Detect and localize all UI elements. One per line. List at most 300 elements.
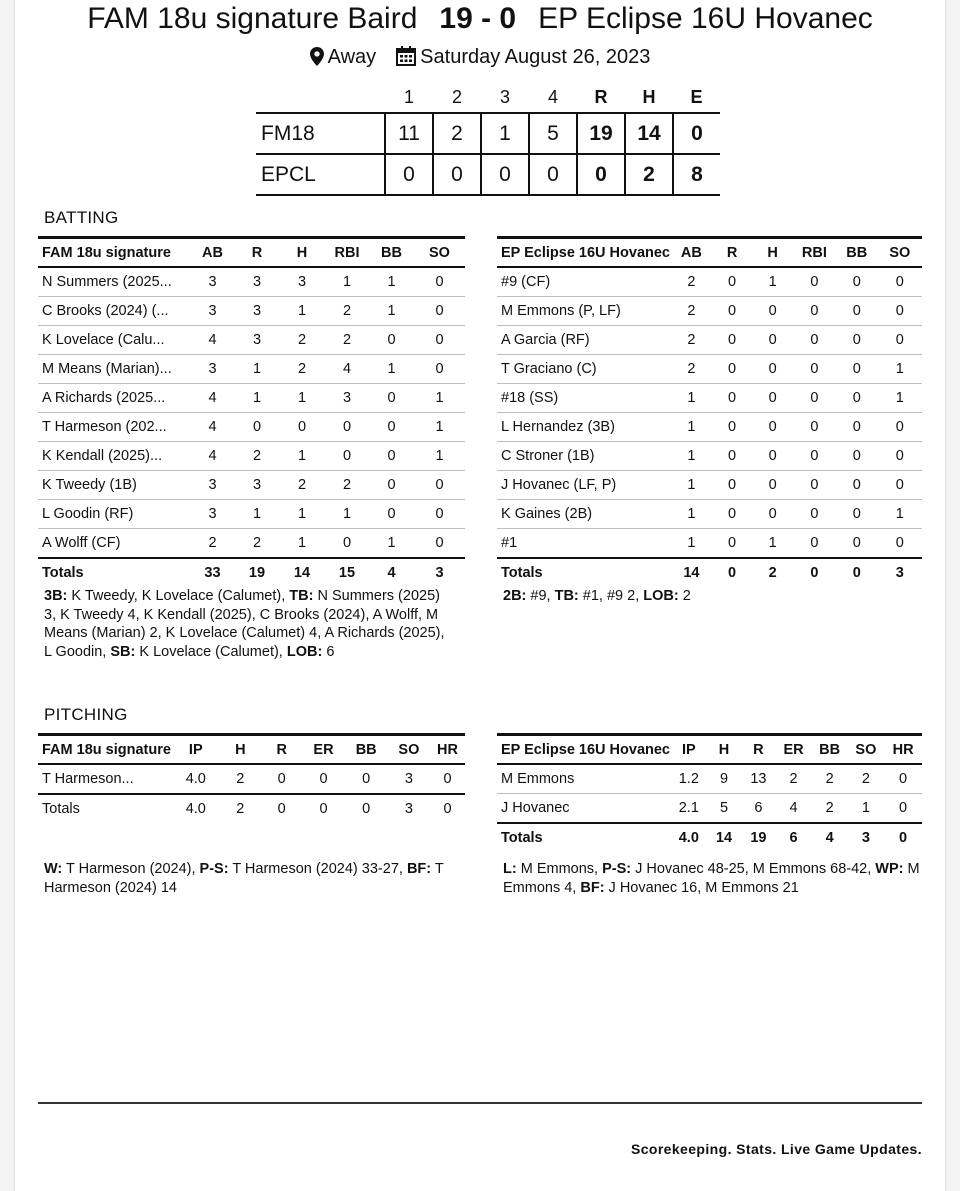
table-row: [38, 529, 465, 559]
totals-cell: 14: [707, 823, 742, 852]
stat-cell: 1: [878, 500, 922, 529]
table-header-row: [38, 735, 465, 765]
stat-column-header: H: [220, 735, 261, 765]
stat-cell: 2: [671, 355, 712, 384]
page-title: [0, 2, 960, 36]
stat-cell: 0: [430, 764, 465, 794]
stat-cell: 0: [836, 500, 878, 529]
player-name: T Harmeson...: [38, 764, 172, 794]
stat-cell: 1: [235, 500, 279, 529]
stat-cell: 0: [793, 442, 836, 471]
stat-cell: 1: [878, 384, 922, 413]
linescore-col: 3: [499, 86, 510, 107]
stat-cell: 0: [752, 500, 793, 529]
totals-cell: 2: [752, 558, 793, 587]
linescore-team: FM18: [256, 113, 385, 154]
stat-cell: 0: [712, 442, 753, 471]
table-row: [38, 471, 465, 500]
stat-cell: 0: [793, 529, 836, 559]
stat-cell: 1: [325, 500, 369, 529]
stat-column-header: SO: [414, 238, 465, 268]
stat-cell: 0: [878, 413, 922, 442]
linescore-inning: 0: [481, 154, 529, 195]
table-row: [38, 442, 465, 471]
player-name: #1: [497, 529, 671, 559]
totals-label: Totals: [38, 558, 190, 587]
stat-column-header: H: [707, 735, 742, 765]
totals-cell: 6: [775, 823, 811, 852]
table-row: [497, 764, 922, 794]
stat-cell: 2: [279, 355, 325, 384]
stat-cell: 0: [325, 442, 369, 471]
player-name: L Hernandez (3B): [497, 413, 671, 442]
stat-cell: 0: [752, 442, 793, 471]
stat-cell: 2: [235, 442, 279, 471]
stat-cell: 2: [812, 794, 848, 824]
stat-cell: 4: [775, 794, 811, 824]
stat-cell: 2: [671, 267, 712, 297]
stat-cell: 3: [279, 267, 325, 297]
table-row: [497, 413, 922, 442]
table-row: [38, 326, 465, 355]
stat-cell: 0: [752, 326, 793, 355]
stat-cell: 1: [369, 297, 414, 326]
stat-column-header: R: [712, 238, 753, 268]
player-name: A Wolff (CF): [38, 529, 190, 559]
stat-cell: 0: [712, 384, 753, 413]
stat-cell: 1: [235, 384, 279, 413]
stat-cell: 1: [279, 500, 325, 529]
linescore-col: H: [642, 86, 656, 107]
totals-label: Totals: [38, 794, 172, 823]
stat-cell: 0: [712, 500, 753, 529]
linescore-row: [256, 113, 720, 154]
player-name: M Emmons: [497, 764, 671, 794]
note-text: K Lovelace (Calumet),: [135, 643, 287, 660]
stat-cell: 0: [836, 384, 878, 413]
stat-cell: 0: [793, 297, 836, 326]
totals-cell: 4: [369, 558, 414, 587]
team-column-header: FAM 18u signature: [38, 735, 172, 765]
stat-cell: 0: [793, 500, 836, 529]
note-text: J Hovanec 48-25, M Emmons 68-42,: [631, 861, 876, 877]
stat-column-header: SO: [878, 238, 922, 268]
totals-row: [497, 823, 922, 852]
pitching-table-home: [38, 733, 465, 823]
totals-label: Totals: [497, 823, 671, 852]
note-text: M Emmons 4,: [503, 861, 920, 896]
note-label: BF:: [580, 879, 605, 896]
player-name: C Stroner (1B): [497, 442, 671, 471]
note-label: WP:: [875, 861, 904, 877]
stat-cell: 0: [712, 413, 753, 442]
batting-notes-away: [503, 587, 918, 606]
team-column-header: FAM 18u signature: [38, 238, 190, 268]
totals-cell: 19: [741, 823, 775, 852]
stat-cell: 0: [793, 355, 836, 384]
stat-cell: 0: [878, 297, 922, 326]
stat-cell: 1: [279, 442, 325, 471]
stat-cell: 2: [671, 326, 712, 355]
linescore-team: EPCL: [256, 154, 385, 195]
totals-cell: 0: [884, 823, 922, 852]
stat-cell: 0: [752, 413, 793, 442]
stat-cell: 9: [707, 764, 742, 794]
stat-cell: 2: [190, 529, 235, 559]
player-name: L Goodin (RF): [38, 500, 190, 529]
note-label: BF:: [406, 861, 432, 877]
totals-cell: 3: [848, 823, 885, 852]
stat-cell: 0: [302, 764, 344, 794]
stat-cell: 0: [325, 529, 369, 559]
stat-column-header: HR: [884, 735, 922, 765]
totals-row: [38, 558, 465, 587]
stat-column-header: BB: [345, 735, 388, 765]
stat-column-header: H: [752, 238, 793, 268]
note-text: T Harmeson (2024) 14: [44, 861, 444, 896]
stat-column-header: BB: [369, 238, 414, 268]
stat-cell: 0: [752, 355, 793, 384]
table-row: [38, 384, 465, 413]
stat-cell: 1: [414, 442, 465, 471]
stat-cell: 2: [279, 326, 325, 355]
stat-cell: 0: [712, 297, 753, 326]
table-row: [497, 794, 922, 824]
player-name: J Hovanec (LF, P): [497, 471, 671, 500]
table-row: [497, 471, 922, 500]
stat-cell: 0: [836, 442, 878, 471]
pitching-notes-home: [44, 860, 469, 897]
table-row: [38, 764, 465, 794]
totals-row: [497, 558, 922, 587]
stat-cell: 0: [752, 471, 793, 500]
table-row: [497, 326, 922, 355]
stat-cell: 2: [220, 764, 261, 794]
stat-cell: 2: [279, 471, 325, 500]
stat-cell: 4: [190, 442, 235, 471]
linescore-inning: 5: [529, 113, 577, 154]
table-row: [497, 267, 922, 297]
totals-cell: 4: [812, 823, 848, 852]
stat-column-header: IP: [172, 735, 220, 765]
totals-cell: 2: [220, 794, 261, 823]
totals-cell: 0: [793, 558, 836, 587]
stat-cell: 1: [671, 471, 712, 500]
stat-cell: 0: [712, 471, 753, 500]
batting-notes-home: [44, 587, 449, 661]
stat-cell: 1: [369, 355, 414, 384]
batting-section-label: BATTING: [44, 208, 119, 227]
stat-cell: 4: [190, 384, 235, 413]
totals-cell: 14: [671, 558, 712, 587]
linescore-runs: 0: [577, 154, 625, 195]
calendar-icon: [396, 46, 416, 72]
player-name: C Brooks (2024) (...: [38, 297, 190, 326]
player-name: J Hovanec: [497, 794, 671, 824]
stat-cell: 0: [414, 471, 465, 500]
player-name: T Graciano (C): [497, 355, 671, 384]
totals-cell: 4.0: [671, 823, 707, 852]
stat-cell: 0: [414, 529, 465, 559]
stat-cell: 0: [414, 297, 465, 326]
batting-table-home: [38, 236, 465, 587]
stat-cell: 0: [793, 326, 836, 355]
stat-cell: 0: [793, 471, 836, 500]
stat-cell: 0: [345, 764, 388, 794]
linescore-hits: 14: [625, 113, 673, 154]
stat-cell: 1: [671, 529, 712, 559]
stat-cell: 1: [671, 413, 712, 442]
stat-cell: 2: [325, 297, 369, 326]
totals-cell: 33: [190, 558, 235, 587]
player-name: M Means (Marian)...: [38, 355, 190, 384]
map-pin-icon: [310, 47, 324, 72]
stat-cell: 1: [279, 529, 325, 559]
stat-column-header: ER: [302, 735, 344, 765]
stat-cell: 2: [325, 326, 369, 355]
stat-cell: 0: [414, 326, 465, 355]
stat-cell: 3: [235, 297, 279, 326]
linescore-inning: 0: [529, 154, 577, 195]
stat-cell: 0: [793, 413, 836, 442]
stat-cell: 0: [878, 267, 922, 297]
note-label: 3B:: [44, 588, 68, 604]
linescore-inning: 1: [481, 113, 529, 154]
batting-table-away: [497, 236, 922, 587]
footer-divider: [38, 1102, 922, 1104]
player-name: A Garcia (RF): [497, 326, 671, 355]
stat-cell: 1: [671, 500, 712, 529]
stat-cell: 3: [235, 326, 279, 355]
stat-cell: 0: [793, 267, 836, 297]
table-header-row: [497, 238, 922, 268]
note-label: L:: [503, 861, 517, 877]
linescore-row: [256, 154, 720, 195]
totals-cell: 19: [235, 558, 279, 587]
stat-cell: 0: [414, 355, 465, 384]
stat-cell: 1: [325, 267, 369, 297]
stat-cell: 3: [190, 471, 235, 500]
stat-cell: 3: [325, 384, 369, 413]
stat-cell: 2: [235, 529, 279, 559]
stat-cell: 0: [836, 267, 878, 297]
note-label: W:: [44, 861, 63, 877]
totals-cell: 0: [430, 794, 465, 823]
stat-column-header: HR: [430, 735, 465, 765]
stat-cell: 4: [190, 326, 235, 355]
stat-cell: 0: [836, 529, 878, 559]
table-row: [38, 267, 465, 297]
footer-tagline: Scorekeeping. Stats. Live Game Updates.: [630, 1141, 922, 1157]
table-row: [497, 384, 922, 413]
linescore-hits: 2: [625, 154, 673, 195]
stat-cell: 0: [752, 297, 793, 326]
player-name: K Gaines (2B): [497, 500, 671, 529]
stat-cell: 1: [235, 355, 279, 384]
stat-cell: 0: [752, 384, 793, 413]
linescore-inning: 11: [385, 113, 433, 154]
table-row: [38, 297, 465, 326]
stat-cell: 2: [812, 764, 848, 794]
stat-cell: 1: [752, 267, 793, 297]
linescore-col: E: [690, 86, 703, 107]
table-row: [497, 529, 922, 559]
player-name: K Lovelace (Calu...: [38, 326, 190, 355]
stat-column-header: SO: [848, 735, 885, 765]
game-info: [0, 46, 960, 72]
game-location: Away: [327, 46, 377, 68]
table-row: [497, 355, 922, 384]
stat-cell: 0: [878, 529, 922, 559]
player-name: K Tweedy (1B): [38, 471, 190, 500]
table-row: [38, 413, 465, 442]
stat-cell: 2: [325, 471, 369, 500]
totals-row: [38, 794, 465, 823]
final-score: 19 - 0: [439, 2, 517, 35]
stat-cell: 0: [369, 500, 414, 529]
totals-cell: 3: [878, 558, 922, 587]
note-label: TB:: [554, 588, 579, 604]
stat-cell: 4.0: [172, 764, 220, 794]
totals-label: Totals: [497, 558, 671, 587]
note-text: #9,: [526, 588, 555, 604]
stat-cell: 3: [235, 471, 279, 500]
stat-column-header: AB: [190, 238, 235, 268]
stat-cell: 0: [414, 500, 465, 529]
totals-cell: 3: [414, 558, 465, 587]
table-header-row: [497, 735, 922, 765]
pitching-notes-away: [503, 860, 923, 897]
table-row: [38, 500, 465, 529]
totals-cell: 4.0: [172, 794, 220, 823]
stat-cell: 0: [712, 267, 753, 297]
stat-cell: 1: [369, 529, 414, 559]
totals-cell: 14: [279, 558, 325, 587]
stat-cell: 0: [369, 471, 414, 500]
stat-column-header: RBI: [793, 238, 836, 268]
stat-cell: 0: [712, 355, 753, 384]
stat-cell: 0: [414, 267, 465, 297]
stat-column-header: H: [279, 238, 325, 268]
stat-cell: 1: [279, 384, 325, 413]
game-date: Saturday August 26, 2023: [420, 46, 651, 68]
stat-cell: 0: [369, 413, 414, 442]
stat-cell: 1: [878, 355, 922, 384]
linescore-header-row: [256, 82, 720, 113]
note-label: LOB:: [643, 588, 679, 604]
stat-cell: 0: [884, 794, 922, 824]
note-text: 2: [678, 588, 691, 604]
stat-cell: 0: [836, 297, 878, 326]
totals-cell: 15: [325, 558, 369, 587]
note-text: M Emmons,: [516, 861, 603, 877]
note-label: SB:: [110, 643, 136, 660]
stat-cell: 3: [190, 297, 235, 326]
stat-cell: 1: [414, 384, 465, 413]
stat-column-header: SO: [388, 735, 430, 765]
player-name: #9 (CF): [497, 267, 671, 297]
pitching-table-away: [497, 733, 922, 852]
stat-cell: 0: [878, 442, 922, 471]
stat-cell: 1.2: [671, 764, 707, 794]
stat-cell: 0: [712, 529, 753, 559]
stat-cell: 0: [235, 413, 279, 442]
stat-cell: 3: [190, 267, 235, 297]
stat-cell: 2.1: [671, 794, 707, 824]
linescore-inning: 0: [385, 154, 433, 195]
note-text: T Harmeson (2024),: [62, 861, 200, 877]
linescore-runs: 19: [577, 113, 625, 154]
stat-cell: 0: [878, 326, 922, 355]
linescore-errors: 0: [673, 113, 720, 154]
stat-cell: 6: [741, 794, 775, 824]
team-column-header: EP Eclipse 16U Hovanec: [497, 735, 671, 765]
stat-column-header: R: [261, 735, 302, 765]
note-label: P-S:: [602, 861, 632, 877]
note-text: 6: [322, 643, 335, 660]
stat-cell: 1: [414, 413, 465, 442]
player-name: T Harmeson (202...: [38, 413, 190, 442]
stat-cell: 0: [369, 326, 414, 355]
table-header-row: [38, 238, 465, 268]
stat-cell: 0: [325, 413, 369, 442]
stat-cell: 3: [190, 355, 235, 384]
linescore-inning: 2: [433, 113, 481, 154]
stat-column-header: ER: [775, 735, 811, 765]
totals-cell: 3: [388, 794, 430, 823]
linescore-errors: 8: [673, 154, 720, 195]
totals-cell: 0: [261, 794, 302, 823]
stat-cell: 3: [388, 764, 430, 794]
stat-cell: 0: [712, 326, 753, 355]
stat-column-header: RBI: [325, 238, 369, 268]
note-text: T Harmeson (2024) 33-27,: [228, 861, 407, 877]
stat-cell: 1: [279, 297, 325, 326]
note-text: J Hovanec 16, M Emmons 21: [604, 879, 799, 896]
stat-cell: 5: [707, 794, 742, 824]
stat-cell: 2: [775, 764, 811, 794]
stat-cell: 4: [190, 413, 235, 442]
team-column-header: EP Eclipse 16U Hovanec: [497, 238, 671, 268]
note-label: TB:: [289, 588, 314, 604]
totals-cell: 0: [345, 794, 388, 823]
away-team-name: EP Eclipse 16U Hovanec: [538, 2, 873, 35]
stat-cell: 0: [369, 442, 414, 471]
table-row: [38, 355, 465, 384]
stat-column-header: BB: [812, 735, 848, 765]
stat-cell: 0: [878, 471, 922, 500]
linescore-col: 1: [403, 86, 414, 107]
player-name: K Kendall (2025)...: [38, 442, 190, 471]
player-name: A Richards (2025...: [38, 384, 190, 413]
pitching-section-label: PITCHING: [44, 705, 128, 724]
stat-cell: 4: [325, 355, 369, 384]
stat-cell: 0: [793, 384, 836, 413]
stat-cell: 0: [836, 355, 878, 384]
stat-column-header: BB: [836, 238, 878, 268]
linescore-table: [256, 82, 720, 196]
table-row: [497, 442, 922, 471]
home-team-name: FAM 18u signature Baird: [87, 2, 418, 35]
stat-cell: 0: [836, 326, 878, 355]
linescore-col: R: [594, 86, 608, 107]
stat-cell: 0: [261, 764, 302, 794]
stat-cell: 0: [369, 384, 414, 413]
linescore-col: 4: [547, 86, 558, 107]
table-row: [497, 500, 922, 529]
stat-cell: 2: [848, 764, 885, 794]
stat-cell: 1: [752, 529, 793, 559]
